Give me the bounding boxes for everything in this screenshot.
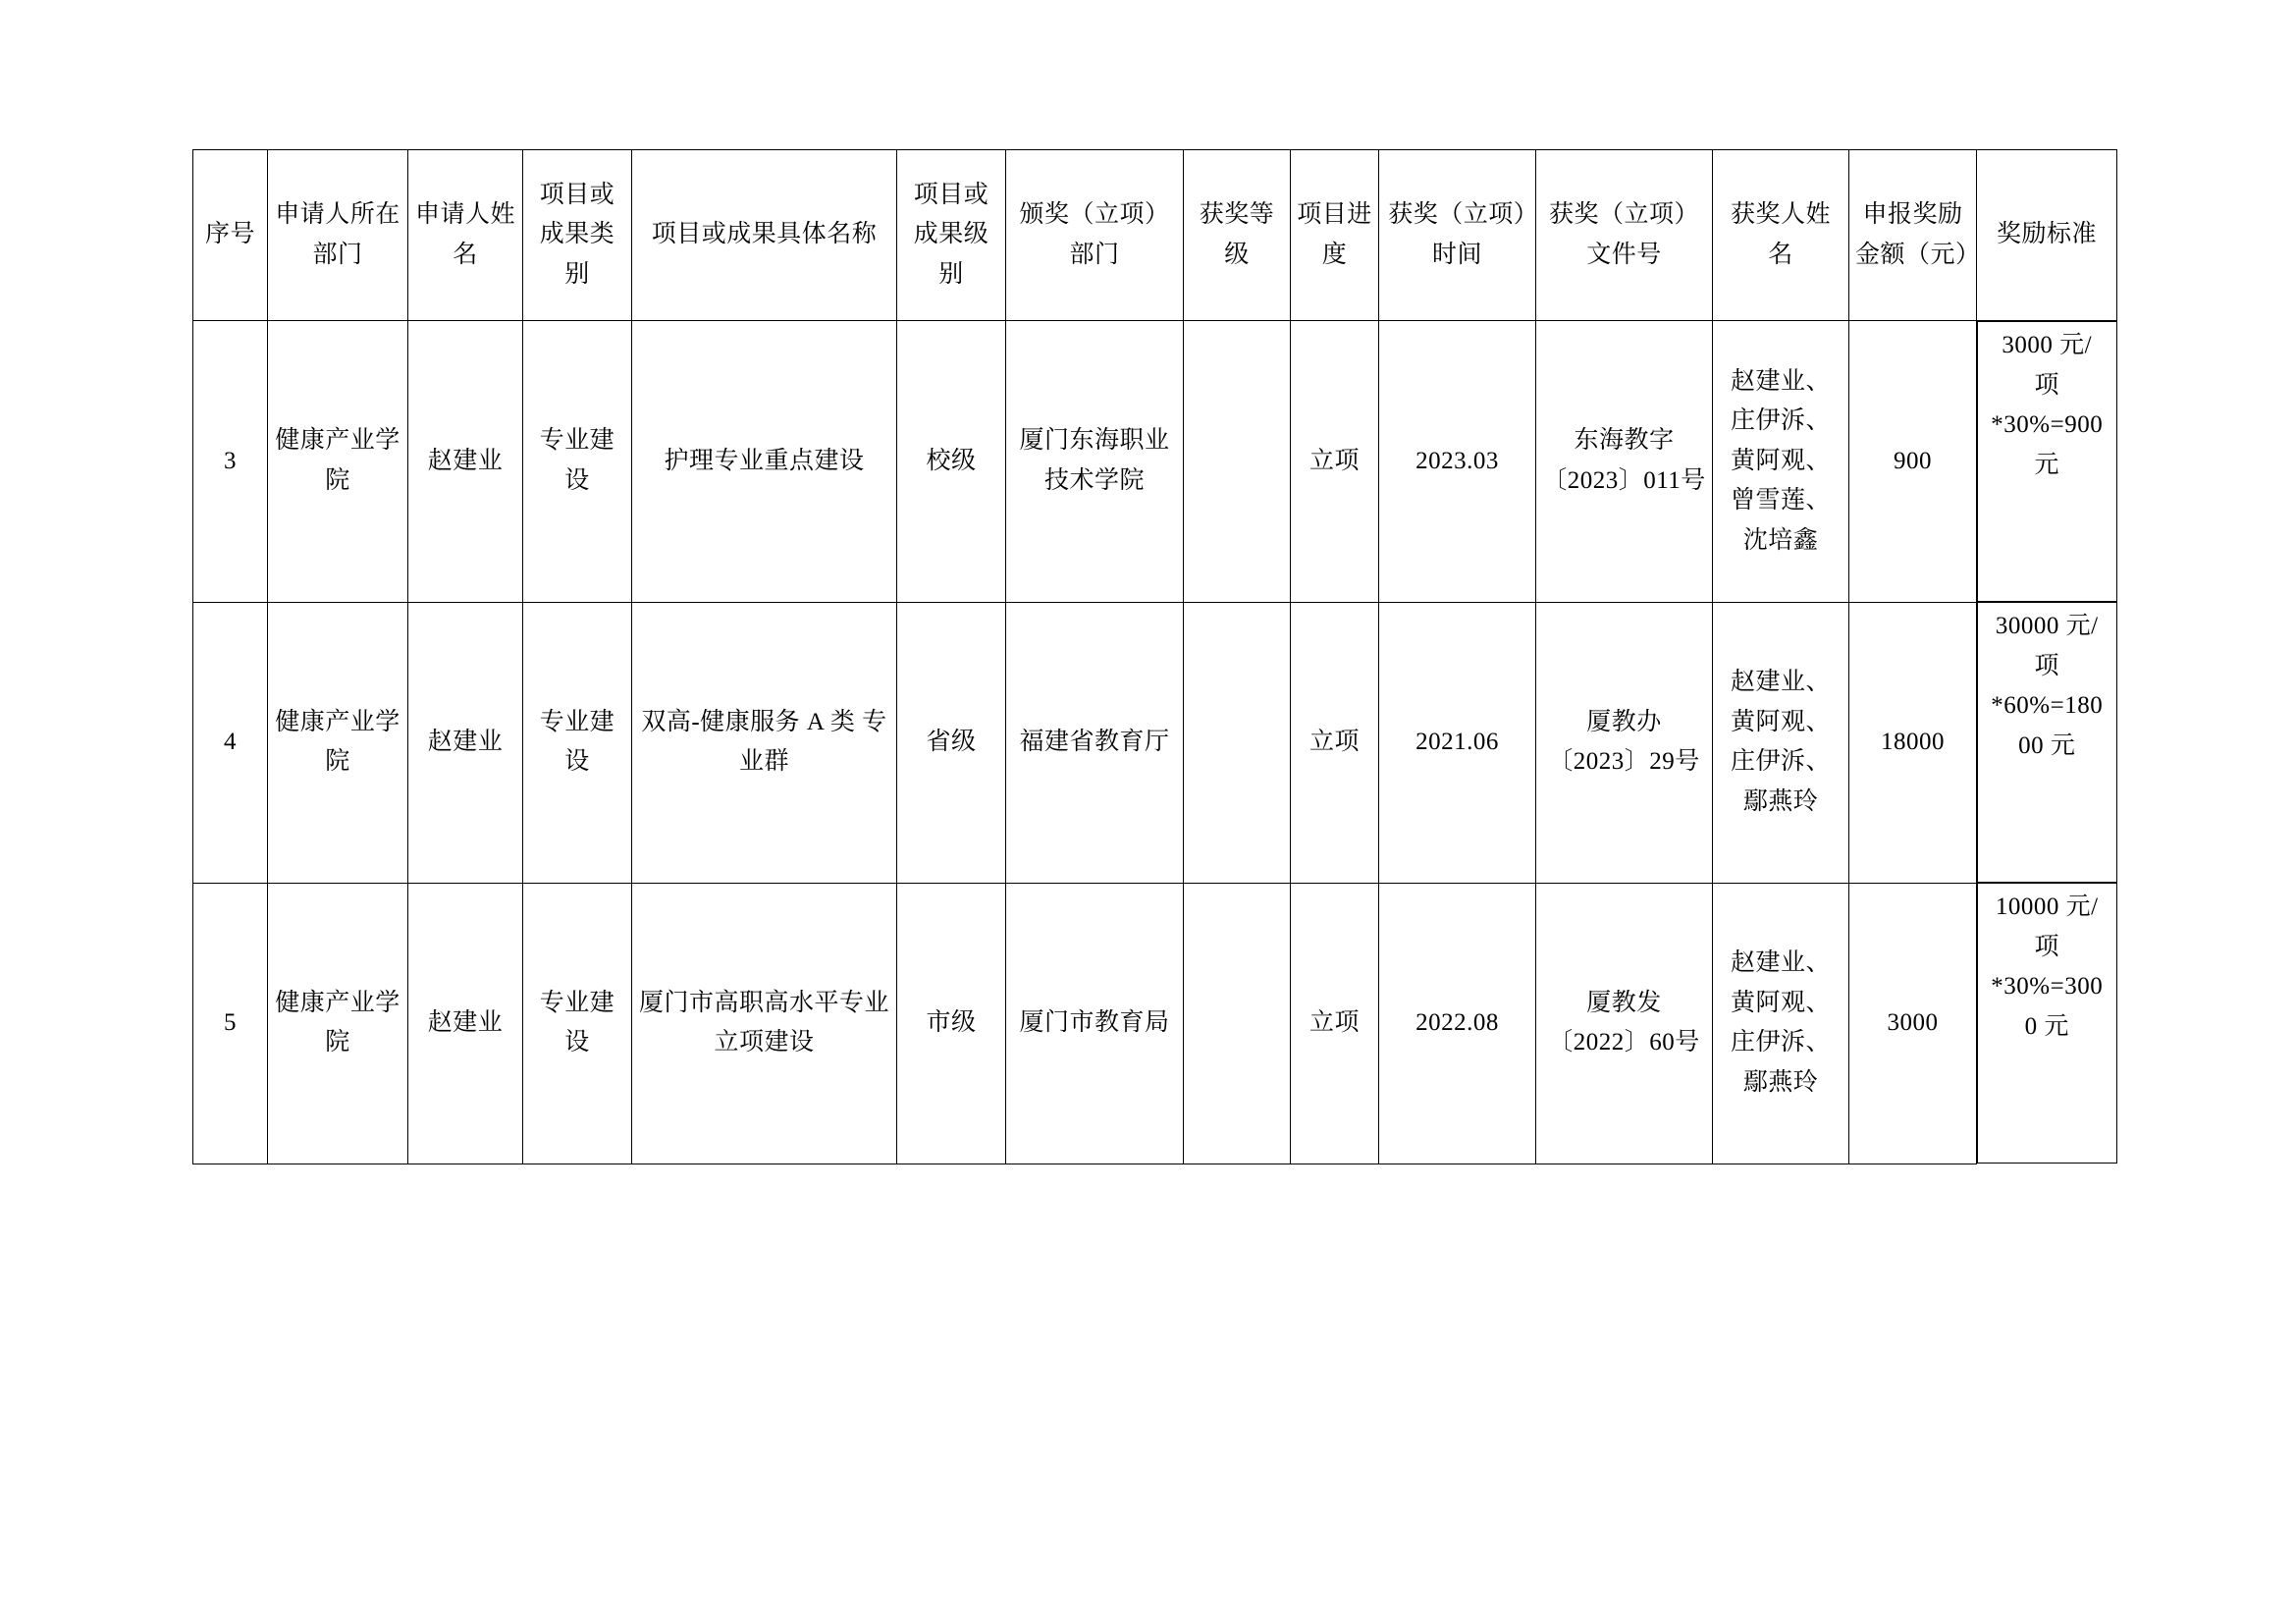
- cell-standard: 30000 元/ 项 *60%=180 00 元: [1977, 602, 2117, 883]
- table-header: [193, 150, 2117, 321]
- cell-doc-number: 厦教发〔2022〕60号: [1536, 883, 1713, 1164]
- table-row: [193, 883, 2117, 1164]
- cell-applicant: 赵建业: [408, 883, 523, 1164]
- cell-category: 专业建设: [523, 602, 632, 883]
- cell-awarding-dept: 福建省教育厅: [1006, 602, 1184, 883]
- cell-department: 健康产业学院: [268, 321, 408, 603]
- cell-doc-number: 厦教办〔2023〕29号: [1536, 602, 1713, 883]
- header-seq: 序号: [193, 150, 268, 321]
- cell-seq: 4: [193, 602, 268, 883]
- header-amount: 申报奖励金额（元）: [1849, 150, 1977, 321]
- table-body: [193, 321, 2117, 1164]
- cell-applicant: 赵建业: [408, 321, 523, 603]
- header-level: 项目或成果级别: [897, 150, 1006, 321]
- cell-award-grade: [1184, 321, 1291, 603]
- cell-progress: 立项: [1291, 883, 1379, 1164]
- table-row: [193, 321, 2117, 603]
- cell-amount: 18000: [1849, 602, 1977, 883]
- cell-project-name: 护理专业重点建设: [632, 321, 897, 603]
- cell-award-grade: [1184, 883, 1291, 1164]
- cell-project-name: 厦门市高职高水平专业立项建设: [632, 883, 897, 1164]
- header-doc-number: 获奖（立项）文件号: [1536, 150, 1713, 321]
- cell-winners: 赵建业、 庄伊泝、 黄阿观、 曾雪莲、 沈培鑫: [1713, 321, 1849, 603]
- cell-award-time: 2021.06: [1379, 602, 1536, 883]
- cell-standard: 3000 元/ 项 *30%=900 元: [1977, 321, 2117, 602]
- header-award-grade: 获奖等级: [1184, 150, 1291, 321]
- cell-project-name: 双高-健康服务 A 类 专业群: [632, 602, 897, 883]
- cell-awarding-dept: 厦门东海职业技术学院: [1006, 321, 1184, 603]
- header-winners: 获奖人姓名: [1713, 150, 1849, 321]
- cell-amount: 3000: [1849, 883, 1977, 1164]
- cell-category: 专业建设: [523, 883, 632, 1164]
- cell-seq: 5: [193, 883, 268, 1164]
- cell-level: 校级: [897, 321, 1006, 603]
- cell-amount: 900: [1849, 321, 1977, 603]
- award-table: [192, 149, 2117, 1164]
- cell-winners: 赵建业、 黄阿观、 庄伊泝、 鄢燕玲: [1713, 883, 1849, 1164]
- cell-awarding-dept: 厦门市教育局: [1006, 883, 1184, 1164]
- cell-category: 专业建设: [523, 321, 632, 603]
- header-award-time: 获奖（立项）时间: [1379, 150, 1536, 321]
- header-standard: 奖励标准: [1977, 150, 2117, 321]
- cell-doc-number: 东海教字〔2023〕011号: [1536, 321, 1713, 603]
- header-row: [193, 150, 2117, 321]
- cell-award-time: 2023.03: [1379, 321, 1536, 603]
- cell-award-grade: [1184, 602, 1291, 883]
- cell-winners: 赵建业、 黄阿观、 庄伊泝、 鄢燕玲: [1713, 602, 1849, 883]
- cell-standard: 10000 元/ 项 *30%=300 0 元: [1977, 883, 2117, 1164]
- header-category: 项目或成果类别: [523, 150, 632, 321]
- cell-progress: 立项: [1291, 602, 1379, 883]
- header-applicant: 申请人姓名: [408, 150, 523, 321]
- cell-department: 健康产业学院: [268, 602, 408, 883]
- cell-progress: 立项: [1291, 321, 1379, 603]
- header-awarding-dept: 颁奖（立项）部门: [1006, 150, 1184, 321]
- cell-applicant: 赵建业: [408, 602, 523, 883]
- cell-award-time: 2022.08: [1379, 883, 1536, 1164]
- header-progress: 项目进度: [1291, 150, 1379, 321]
- table-row: [193, 602, 2117, 883]
- award-table-container: [192, 149, 2107, 1164]
- header-project-name: 项目或成果具体名称: [632, 150, 897, 321]
- cell-level: 省级: [897, 602, 1006, 883]
- header-department: 申请人所在部门: [268, 150, 408, 321]
- cell-seq: 3: [193, 321, 268, 603]
- cell-level: 市级: [897, 883, 1006, 1164]
- cell-department: 健康产业学院: [268, 883, 408, 1164]
